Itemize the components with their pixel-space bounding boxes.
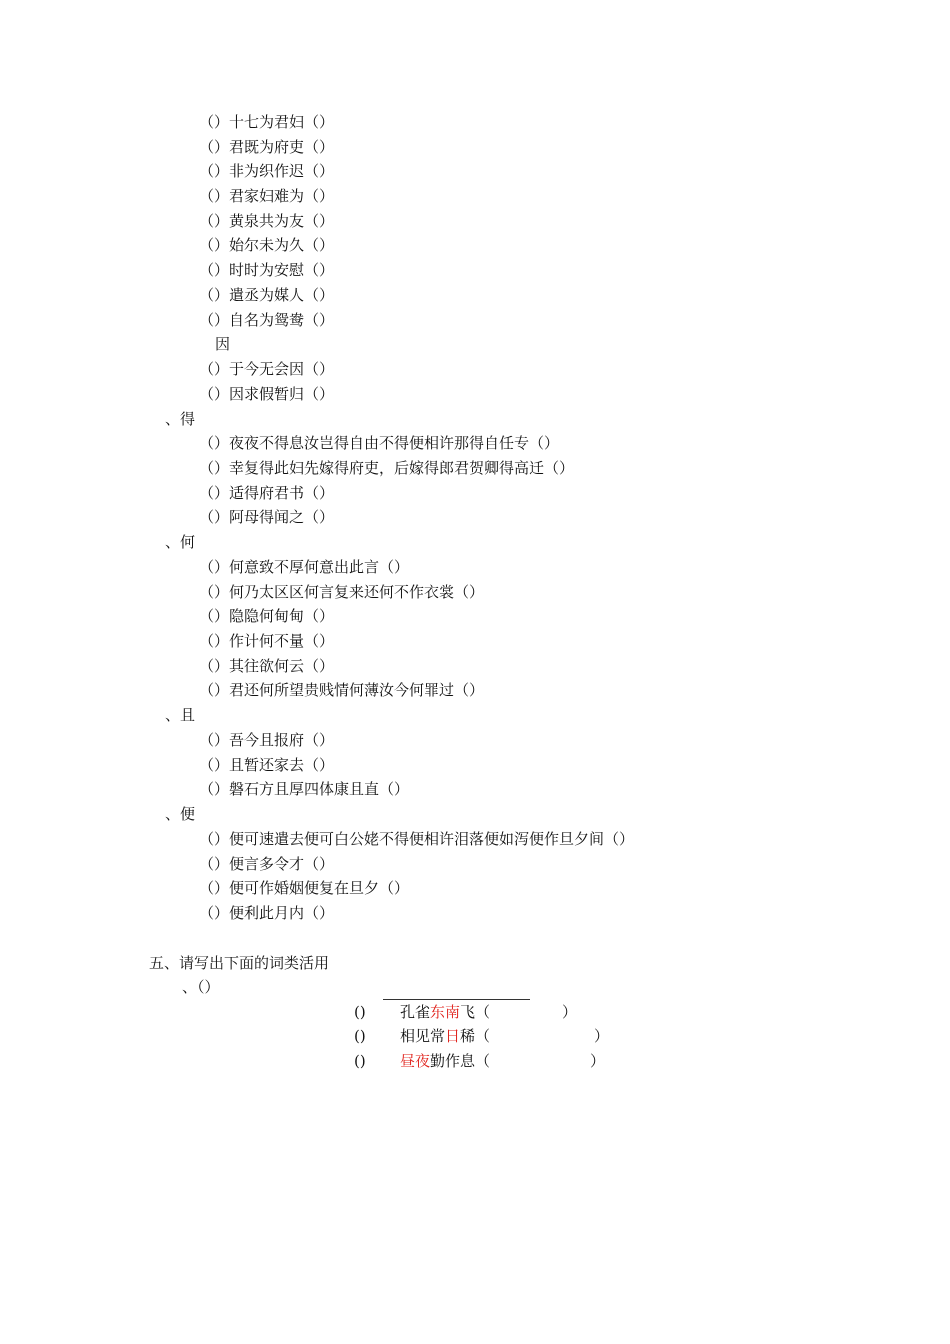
item-yinqiu: （）因求假暂归（）: [199, 385, 335, 403]
row2-close: ）: [594, 1027, 610, 1045]
row3-post: 勤作息（: [430, 1052, 491, 1070]
item-xingfu: （）幸复得此妇先嫁得府吏，后嫁得郎君贺卿得高迁（）: [199, 459, 575, 477]
section5-title: 五、请写出下面的词类活用: [149, 954, 330, 972]
item-shide: （）适得府君书（）: [199, 484, 335, 502]
row1-close: ）: [562, 1003, 578, 1021]
row1-paren: (): [354, 1003, 366, 1021]
row3-highlight: 昼夜: [400, 1052, 431, 1070]
item-heyi: （）何意致不厚何意出此言（）: [199, 558, 410, 576]
item-shier: （）始尔未为久（）: [199, 236, 335, 254]
row3-paren: (): [354, 1052, 366, 1070]
item-biankesu: （）便可速遣去便可白公姥不得便相许泪落便如泻便作旦夕间（）: [199, 830, 635, 848]
item-zuoji: （）作计何不量（）: [199, 632, 335, 650]
row2-paren: (): [354, 1027, 366, 1045]
heading-yin: 因: [215, 335, 231, 353]
item-junji: （）君既为府吏（）: [199, 138, 335, 156]
item-amu: （）阿母得闻之（）: [199, 508, 335, 526]
row2-pre: 相见常: [400, 1027, 446, 1045]
item-bianyan: （）便言多令才（）: [199, 855, 335, 873]
section5-subheading: 、（）: [182, 978, 220, 996]
item-biankezuo: （）便可作婚姻便复在旦夕（）: [199, 879, 410, 897]
item-junjia: （）君家妇难为（）: [199, 187, 335, 205]
item-yeye: （）夜夜不得息汝岂得自由不得便相许那得自任专（）: [199, 434, 560, 452]
row1-pre: 孔雀: [400, 1003, 431, 1021]
row3-close: ）: [590, 1052, 606, 1070]
row2-highlight: 日: [445, 1027, 461, 1045]
heading-he: 、何: [165, 533, 196, 551]
row1-phrase: [400, 1002, 490, 1022]
row1-post: 飞（: [460, 1003, 491, 1021]
row2-phrase: [400, 1026, 490, 1046]
item-junhuan: （）君还何所望贵贱情何薄汝今何罪过（）: [199, 681, 485, 699]
item-ziming: （）自名为鸳鸯（）: [199, 311, 335, 329]
item-qiezan: （）且暂还家去（）: [199, 756, 335, 774]
item-feiwei: （）非为织作迟（）: [199, 162, 335, 180]
item-huangquan: （）黄泉共为友（）: [199, 212, 335, 230]
item-bianli: （）便利此月内（）: [199, 904, 335, 922]
answer-underline: [383, 999, 530, 1000]
item-shishi: （）时时为安慰（）: [199, 261, 335, 279]
item-henai: （）何乃太区区何言复来还何不作衣裳（）: [199, 583, 485, 601]
item-shiqi: （）十七为君妇（）: [199, 113, 335, 131]
row1-highlight: 东南: [430, 1003, 461, 1021]
item-qiancheng: （）遣丞为媒人（）: [199, 286, 335, 304]
item-panshi: （）磐石方且厚四体康且直（）: [199, 780, 410, 798]
heading-bian: 、便: [165, 805, 196, 823]
row2-post: 稀（: [460, 1027, 491, 1045]
item-qiwang: （）其往欲何云（）: [199, 657, 335, 675]
row3-phrase: [400, 1051, 490, 1071]
item-wujin: （）吾今且报府（）: [199, 731, 335, 749]
item-yinyin: （）隐隐何甸甸（）: [199, 607, 335, 625]
heading-de: 、得: [165, 410, 196, 428]
item-yujin: （）于今无会因（）: [199, 360, 335, 378]
heading-qie: 、且: [165, 706, 196, 724]
